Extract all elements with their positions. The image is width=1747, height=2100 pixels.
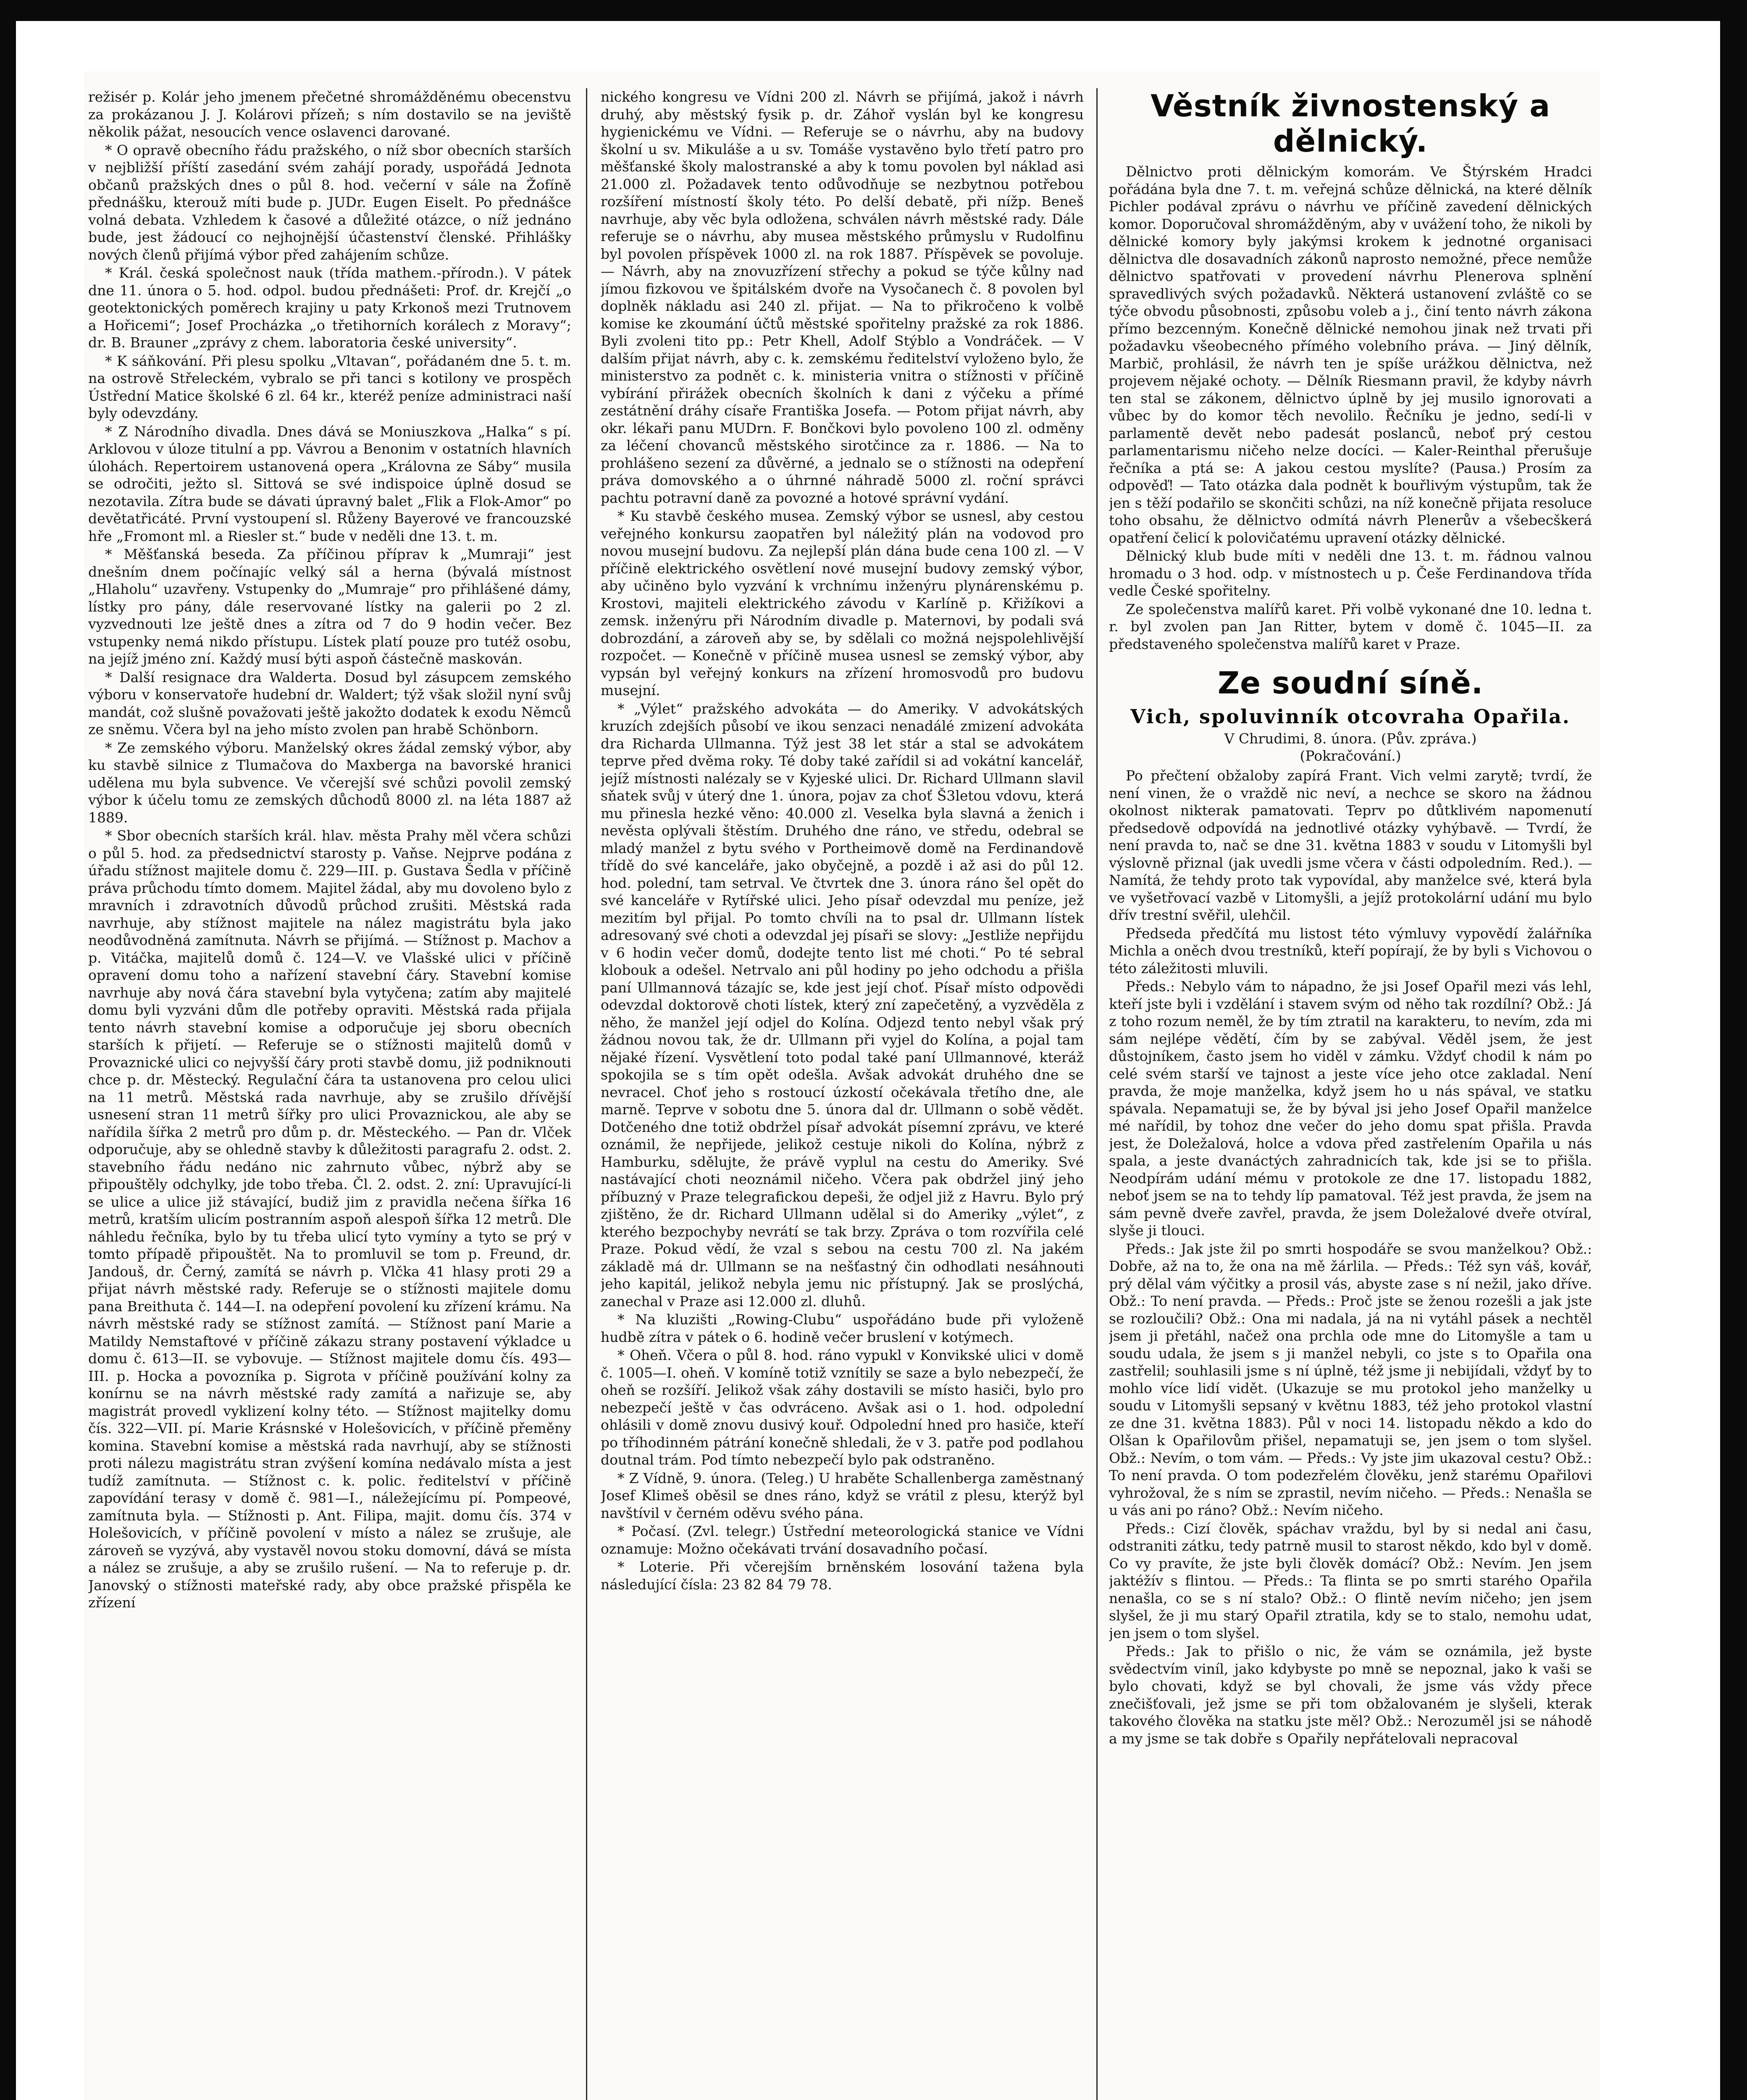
article-paragraph: Dělnictvo proti dělnickým komorám. Ve Štýrském Hradci pořádána byla dne 7. t. m. veřejná schůze dělnická, na které dělník Pichler podával zprávu o návrhu ve příčině zavedení dělnických komor. Doporučoval shromážděným, aby v uvážení toho, že nikoli by dělnické komory byly jakýmsi krokem k jednotné organisaci dělnictva dle dosavadních zákonů naprosto nemožné, přece nemůže dělnictvo spatřovati v provedení návrhu Plenerova splnění spravedlivých svých požadavků. Některá ustanovení zvláště co se týče obvodu působnosti, způsobu voleb a j., činí tento návrh zákona přímo bezcenným. Konečně dělnické nemohou jinak než trvati při požadavku všeobecného přímého volebního práva. — Jiný dělník, Marbič, prohlásil, že návrh ten je spíše urážkou dělnictva, než projevem nějaké ochoty. — Dělník Riesmann pravil, že kdyby návrh ten stal se zákonem, dělnictvo úplně by jej musilo ignorovati a vůbec by do komor těch nevolilo. Řečníku je jedno, sedí-li v parlamentě devět nebo padesát poslanců, neboť prý cestou parlamentarismu ničeho nelze docíci. — Kaler-Reinthal přerušuje řečníka a ptá se: A jakou cestou myslíte? (Pausa.) Prosím za odpověď! — Tato otázka dala podnět k bouřlivým výstupům, tak že jen s těží podařilo se skončiti schůzi, na níž konečně přijata resoluce toho obsahu, že dělnictvo odmítá návrh Plenerův a všebecškerá opatření čelicí k polovičatému upravení otázky dělnické. (1109, 163, 1592, 546)
article-paragraph: * Král. česká společnost nauk (třída mathem.-přírodn.). V pátek dne 11. února o 5. hod. odpol. budou přednášeti: Prof. dr. Krejčí „o geotektonických poměrech krajiny u paty Krkonoš mezi Trutnovem a Hořicemi“; Josef Procházka „o třetihorních korálech z Moravy“; dr. B. Brauner „zprávy z chem. laboratoria české university“. (88, 265, 571, 351)
article-paragraph: * Na kluzišti „Rowing-Clubu“ uspořádáno bude při vyloženě hudbě zítra v pátek o 6. hodině večer bruslení v kotýmech. (601, 1311, 1084, 1345)
article-paragraph: režisér p. Kolár jeho jmenem přečetné shromážděnému obecenstvu za prokázanou J. J. Kolárovi přízeň; s ním dostavilo se na jeviště několik pážat, nesoucích vence oslavenci darované. (88, 89, 571, 140)
article-title: Vich, spoluvinník otcovraha Opařila. (1130, 705, 1571, 728)
article-paragraph: Předs.: Jak to přišlo o nic, že vám se oznámila, jež byste svědectvím viníl, jako kdybyste po mně se nepoznal, jako k vaši se bylo chovati, když se byl chovali, že jsme vás vždy přece znečišťovali, jež jsme se při tom obžalovaném je slyšeli, kterak takového člověka na statku jste měl? Obž.: Nerozuměl jsi se náhodě a my jsme se tak dobře s Opařily nepřátelovali nepracoval (1109, 1643, 1592, 1747)
article-paragraph: * Sbor obecních starších král. hlav. města Prahy měl včera schůzi o půl 5. hod. za předsednictví starosty p. Vaňse. Nejprve podána z úřadu stížnost majitele domu č. 229—III. p. Gustava Šedla v příčině práva průchodu tímto domem. Majitel žádal, aby mu dovoleno bylo z mravních i zdravotních důvodů průchod zrušiti. Městská rada navrhuje, aby stížnost majitele na nález magistrátu byla jako neodůvodněná zamítnuta. Návrh se přijímá. — Stížnost p. Machov a p. Vitáčka, majitelů domů č. 124—V. ve Vlašské ulici v příčině opravení domu toho a nařízení stavební čáry. Stavební komise navrhuje aby nová čára stavební byla vytyčena; zatím aby majitelé domu byli vyzváni dům dle potřeby opraviti. Městská rada přijala tento návrh stavební komise a odporučuje jej sboru obecních starších k přijetí. — Referuje se o stížnosti majitelů domů v Provaznické ulici co nejvyšší čáry proti stavbě domu, již podniknouti chce p. dr. Městecký. Regulační čára ta ustanovena pro celou ulici na 11 metrů. Městská rada navrhuje, aby se zrušilo dřívější usnesení stran 11 metrů šířky pro ulici Provaznickou, ale aby se nařídila šířka 2 metrů pro dům p. dr. Městeckého. — Pan dr. Vlček odporučuje, aby se ohledně stavby k důležitosti paragrafu 2. odst. 2. stavebního řádu nedáno nic zahrnuto vůbec, nýbrž aby se připouštěly odchylky, jde tobo třeba. Čl. 2. odst. 2. zní: Upravující-li se ulice a ulice již stávající, budiž jim z pravidla nečena šířka 16 metrů, kratším ulicím postranním aspoň alespoň šířka 12 metrů. Dle náhledu řečníka, bylo by tu třeba ulicí tyto vymíny a tyto se prý v tomto případě připouštět. Na to promluvil se tom p. Freund, dr. Jandouš, dr. Černý, zamítá se návrh p. Vlčka 41 hlasy proti 29 a přijat návrh městské rady. Referuje se o stížnosti majitele domu pana Breithuta č. 144—I. na odepření povolení ku zřízení krámu. Na návrh městské rady se stížnost zamítá. — Stížnost paní Marie a Matildy Nemstaftové v příčině zákazu strany postavení výkladce u domu č. 613—II. se vybovuje. — Stížnost majitele domu čís. 493—III. p. Hocka a povozníka p. Sigrota v příčině používání kolny za konírnu se na návrh městské rady zamítá a nařizuje se, aby magistrát provedl vyklizení kolny této. — Stížnost majitelky domu čís. 322—VII. pí. Marie Krásnské v Holešovicích, v příčině přeměny komina. Stavební komise a městská rada navrhují, aby se stížnosti proti nálezu magistrátu stran zvýšení komína nedávalo místa a jest tudíž zamítnuta. — Stížnost c. k. polic. ředitelství v příčině zapovídání terasy v domě č. 981—I., náležejícímu pí. Pompeové, zamítnuta byla. — Stížnosti p. Ant. Filipa, majit. domu čís. 374 v Holešovicích, v příčině povolení v místo a nález se zrušuje, ale zároveň se vyzývá, aby vystavěl novou stoku domovní, dává se místa a nález se zrušuje, a aby se zrušilo rušení. — Na to referuje p. dr. Janovský o stížnosti mateřské rady, aby obce pražské přispěla ke zřízení (88, 827, 571, 1611)
section-heading: Ze soudní síně. (1217, 665, 1484, 701)
article-paragraph: Dělnický klub bude míti v neděli dne 13. t. m. řádnou valnou hromadu o 3 hod. odp. v místnostech u p. Češe Ferdinandova třída vedle České spořitelny. (1109, 548, 1592, 599)
article-paragraph: nického kongresu ve Vídni 200 zl. Návrh se přijímá, jakož i návrh druhý, aby městský fysik p. dr. Záhoř vyslán byl ke kongresu hygienickému ve Vídni. — Referuje se o návrhu, aby na budovy školní u sv. Mikuláše a u sv. Tomáše vystavěno bylo třetí patro pro měšťanské školy malostranské a aby k tomu povolen byl náklad asi 21.000 zl. Požadavek tento odůvodňuje se nezbytnou potřebou rozšíření místností školy této. Po delší debatě, při nížp. Beneš navrhuje, aby věc byla odložena, schválen návrh městské rady. Dále referuje se o návrhu, aby musea městského průmyslu v Rudolfinu byl povolen příspěvek 1000 zl. na rok 1887. Příspěvek se povoluje. — Návrh, aby na znovuzřízení střechy a pokud se týče kůlny nad jímou fizkovou ve špitálském dvoře na Vysočanech č. 8 povolen byl doplněk nákladu asi 240 zl. přijat. — Na to přikročeno k volbě komise ke zkoumání účtů městské spořitelny pražské za rok 1886. Byli zvoleni tito pp.: Petr Khell, Adolf Stýblo a Vondráček. — V dalším přijat návrh, aby c. k. zemskému ředitelství vyloženo bylo, že ministerstvo za podnět c. k. ministeria vnitra o stížnosti v příčině vybírání přirážek obecních školních k dani z výčeku a přímé zestátnění dráhy císaře Františka Josefa. — Potom přijat návrh, aby okr. lékaři panu MUDrn. F. Bončkovi bylo povoleno 100 zl. odměny za léčení chovanců městského sirotčince za r. 1886. — Na to prohlášeno sezení za důvěrné, a jednalo se o stížnosti na odepření práva domovského a o úhrnné náhradě 5000 zl. roční správci pachtu potravní daně za povozné a hotové správní vydání. (601, 89, 1084, 506)
article-paragraph: Předseda předčítá mu listost této výmluvy vypovědí žalářníka Michla a oněch dvou trestníků, kteří popírají, že by byli s Vichovou o této záležitosti mluvili. (1109, 925, 1592, 976)
spacer (1109, 654, 1592, 665)
column-right (1109, 88, 1592, 2100)
article-paragraph: * Z Národního divadla. Dnes dává se Moniuszkova „Halka“ s pí. Arklovou v úloze titulní a pp. Vávrou a Benonim v ostatních hlavních úlohách. Repertoirem ustanovená opera „Královna ze Sáby“ musila se odročiti, ježto sl. Sittová se své indispoice úplně dosud se nezotavila. Zítra bude se dávati úpravný balet „Flik a Flok-Amor“ po devětatřicáté. První vystoupení sl. Růženy Bayerové ve francouzské hře „Fromont ml. a Riesler st.“ bude v neděli dne 13. t. m. (88, 423, 571, 544)
column-rule (1096, 88, 1098, 2100)
newspaper-page (84, 71, 1600, 2100)
article-paragraph: * „Výlet“ pražského advokáta — do Ameriky. V advokátských kruzích zdejších působí ve ikou senzaci nenadálé zmizení advokáta dra Richarda Ullmanna. Týž jest 38 let stár a stal se advokátem teprve před dvěma roky. Té doby také zařídil si ad vokátní kancelář, jejíž místnosti nalézaly se v Kyjeské ulici. Dr. Richard Ullmann slavil sňatek svůj v úterý dne 1. února, pojav za choť Š3letou vdovu, která mu přinesla hezké věno: 40.000 zl. Veselka byla slavná a ženich i nevěsta oplývali štěstím. Druhého dne ráno, ve středu, odebral se mladý manžel z bytu svého v Portheimově domě na Ferdinandově třídě do své kanceláře, jako obyčejně, a pozdě i až asi do půl 12. hod. polední, tam setrval. Ve čtvrtek dne 3. února ráno šel opět do své kanceláře v Rytířské ulici. Jeho písař odevzdal mu peníze, jež mezitím byl přijal. Po tomto chvíli na to psal dr. Ullmann lístek adresovaný své choti a odevzdal jej písaři se slovy: „Jestliže nepřijdu v 6 hodin večer domů, dodejte tento list mé choti.“ Po té sebral klobouk a odešel. Netrvalo ani půl hodiny po jeho odchodu a přišla paní Ullmannová tázajíc se, kde jest její choť. Písař místo odpovědi odevzdal doktorově choti lístek, který zní zapečetěný, a vyzvěděla z něho, že manžel její odjel do Kolína. Odjezd tento nebyl však prý žádnou novou tak, že dr. Ullmann při vyjel do Kolína, a pojal tam nějaké řízení. Vysvětlení toto podal také paní Ullmannové, kteráž spokojila se s tím opět odešla. Avšak advokát druhého dne se nevracel. Choť jeho s rostoucí úzkostí očekávala třetího dne, ale marně. Teprve v sobotu dne 5. února dal dr. Ullmann o sobě vědět. Dotčeného dne totiž obdržel písař advokát písemní zprávu, ve které oznámil, že nepřijede, jelikož cestuje nikoli do Kolína, nýbrž z Hamburku, sdělujte, že právě vyplul na cestu do Ameriky. Své nastávající choti neoznámil ničeho. Včera pak obdržel jiný jeho příbuzný v Praze telegrafickou depeši, že odjel již z Havru. Bylo prý zjištěno, že dr. Richard Ullmann udělal si do Ameriky „výlet“, z kterého bezpochyby nevrátí se tak brzy. Zpráva o tom rozvířila celé Praze. Pokud vědí, že vzal s sebou na cestu 700 zl. Na jakém základě má dr. Ullmann se na nešťastný čin odhodlati nesáhnouti jeho kapitál, jelikož nebyla jemu nic přístupný. Jak se proslýchá, zanechal v Praze asi 12.000 zl. dluhů. (601, 700, 1084, 1310)
article-paragraph: Ze společenstva malířů karet. Při volbě vykonané dne 10. ledna t. r. byl zvolen pan Jan Ritter, bytem v domě č. 1045—II. za představeného společenstva malířů karet v Praze. (1109, 601, 1592, 652)
section-heading: Věstník živnostenský a dělnický. (1151, 88, 1550, 159)
article-paragraph: * O opravě obecního řádu pražského, o níž sbor obecních starších v nejbližší příští zasedání svém zahájí porady, uspořádá Jednota občanů pražských dnes o půl 8. hod. večerní v sále na Žofíně přednášku, kterouž míti bude p. JUDr. Eugen Eiselt. Po přednášce volná debata. Vzhledem k časové a důležité otázce, o níž jednáno bude, jest žádoucí co nejhojnější účastenství členské. Přihlášky nových členů přijímá výbor před zahájením schůze. (88, 142, 571, 263)
continuation-note: (Pokračování.) (1300, 748, 1401, 764)
article-paragraph: Po přečtení obžaloby zapírá Frant. Vich velmi zarytě; tvrdí, že není vinen, že o vraždě nic neví, a nechce se skoro na žádnou okolnost nikterak pamatovati. Teprv po důtklivém napomenutí předsedově odpovídá na jednotlivé otázky vyhýbavě. — Tvrdí, že není pravda to, nač se dne 31. května 1883 v soudu v Litomyšli byl výslovně přiznal (jak uvedli jsme včera v části odpoledním. Red.). — Namítá, že tehdy proto tak vypovídal, aby manželce své, která byla ve vyšetřovací vazbě v Litomyšli, a jejíž protokolární udání mu bylo dřív trestní svěřil, ulehčil. (1109, 767, 1592, 923)
article-paragraph: Předs.: Nebylo vám to nápadno, že jsi Josef Opařil mezi vás lehl, kteří jste byli i vzdělání i stavem svým od něho tak rozdílní? Obž.: Já z toho rozum neměl, že by tím ztratil na karakteru, to nevím, zda mi sám nejlépe vědětí, čím by se zabýval. Věděl jsem, že jest důstojníkem, často jsem ho viděl v zámku. Vždyť chodil k nám po celé svém starší ve tajnost a jeste více jeho otce zakladal. Není pravda, že moje manželka, když jsem ho u nás spával, ve statku spávala. Nepamatuji se, že by býval jsi jeho Josef Opařil manželce mé nařídil, by tohoz dne večer do jeho domu spat přišla. Pravda jest, že Doležalová, holce a vdova před zastřelením Opařila u nás spala, a jeste dvanáctých zahradnicích tak, kde jsi se to přišla. Neodpírám udání mému v protokole ze dne 17. listopadu 1882, neboť jsem se na to tehdy líp pamatoval. Též jest pravda, že jsem na sám pevně dveře zavřel, pravda, že jsem Doležalové dveře otvíral, slyše ji tlouci. (1109, 978, 1592, 1239)
article-paragraph: * Z Vídně, 9. února. (Teleg.) U hraběte Schallenberga zaměstnaný Josef Klimeš oběsil se dnes ráno, když se vrátil z plesu, kterýž byl navštívil v černém oděvu svého pána. (601, 1470, 1084, 1521)
dateline: V Chrudimi, 8. února. (Pův. zpráva.) (1224, 730, 1477, 747)
scan-border-left (0, 0, 16, 2100)
article-paragraph: * Ze zemského výboru. Manželský okres žádal zemský výbor, aby ku stavbě silnice z Tlumačova do Maxberga na bavorské hranici udělena mu byla subvence. Ve včerejší své schůzi povolil zemský výbor k účelu tomu ze zemských důchodů 8000 zl. na léta 1887 až 1889. (88, 739, 571, 826)
article-paragraph: * Další resignace dra Walderta. Dosud byl zásupcem zemského výboru v konservatoře hudební dr. Waldert; týž však složil nyní svůj mandát, což slušně považovati ještě jakožto dodatek k exodu Němců ze sněmu. Včera byl na jeho místo zvolen pan hrabě Schönborn. (88, 669, 571, 738)
article-paragraph: * K sáňkování. Při plesu spolku „Vltavan“, pořádaném dne 5. t. m. na ostrově Střeleckém, vybralo se při tanci s kotilony ve prospěch Ústřední Matice školské 6 zl. 64 kr., kteréž peníze administraci naší byly odevzdány. (88, 352, 571, 421)
article-paragraph: * Ku stavbě českého musea. Zemský výbor se usnesl, aby cestou veřejného konkursu zaopatřen byl náležitý plán na vodovod pro novou musejní budovu. Za nejlepší plán dána bude cena 100 zl. — V příčině elektrického osvětlení nové musejní budovy zemský výbor, aby učiněno bylo vyzvání k vrchnímu inženýru plynárenskému p. Krostovi, majiteli elektrického závodu v Karlíně p. Křižíkovi a zemsk. inženýru při Národním divadle p. Maternovi, by podali svá dobrozdání, a zároveň aby se, by sdělali co možná nejspolehlivější rozpočet. — Konečně v příčině musea usnesl se zemský výbor, aby vypsán byl veřejný konkurs na zřízení hromosvodů pro budovu musejní. (601, 508, 1084, 698)
article-paragraph: * Měšťanská beseda. Za příčinou příprav k „Mumraji“ jest dnešním dnem počínajíc velký sál a herna (bývalá místnost „Hlaholu“ uzavřeny. Vstupenky do „Mumraje“ pro přihlášené dámy, lístky pro pány, dále reservované lístky na galerii po 2 zl. vyzvednouti lze ještě dnes a zítra od 7 do 9 hodin večer. Bez vstupenky nemá nikdo přístupu. Lístek platí pouze pro tutéž osobu, na jejíž jméno zní. Každý musí býti aspoň částečně maskován. (88, 546, 571, 667)
article-paragraph: * Loterie. Při včerejším brněnském losování tažena byla následující čísla: 23 82 84 79 78. (601, 1559, 1084, 1593)
article-paragraph: Předs.: Cizí člověk, spáchav vraždu, byl by si nedal ani času, odstraniti zátku, tedy patrně musil to starost někdo, kdo byl v domě. Co vy pravíte, že jste byli člověk domácí? Obž.: Nevím. Jen jsem jaktéžív s flintou. — Předs.: Ta flinta se po smrti starého Opařila nenašla, co se s ní stalo? Obž.: O flintě nevím ničeho; jen jsem slyšel, že ji mu starý Opařil ztratila, kdy se to stalo, nemohu udat, jen jsem o tom slyšel. (1109, 1520, 1592, 1641)
scan-border-right (1720, 0, 1747, 2100)
scan-border-top (0, 0, 1747, 21)
column-middle (601, 88, 1084, 2100)
column-left (88, 88, 571, 2100)
article-paragraph: Předs.: Jak jste žil po smrti hospodáře se svou manželkou? Obž.: Dobře, až na to, že ona na mě žárlila. — Předs.: Též syn váš, kovář, prý dělal vám výčitky a prosil vás, abyste zase s ní nežil, jako dříve. Obž.: To není pravda. — Předs.: Proč jste se ženou rozešli a jak jste se rozloučili? Obž.: Ona mi nadala, já na ni vytáhl pásek a nechtěl jsem ji přetáhl, načež ona prchla ode mne do Litomyšle a tam u soudu udala, že jsem s ji manžel nebyli, co jste s to Opařila ona zastřelil; souhlasili jsme s ní úplně, též jsme ji nebijídali, vždyť by to mohlo více lidí vidět. (Ukazuje se mu protokol jeho manželky u soudu v Litomyšli sepsaný v květnu 1883, též jeho protokol vlastní ze dne 31. května 1883). Půl v noci 14. listopadu někdo a kdo do Olšan k Opařilovům přišel, nepamatuji se, jen jsem o tom slyšel. Obž.: Nevím, o tom vám. — Předs.: Vy jste jim ukazoval cestu? Obž.: To není pravda. O tom podezřelém člověku, jenž starému Opařilovi vyhrožoval, že s ním se zprastil, nevím ničeho. — Předs.: Nenašla se u vás ani po ráno? Obž.: Nevím ničeho. (1109, 1240, 1592, 1518)
article-paragraph: * Počasí. (Zvl. telegr.) Ústřední meteorologická stanice ve Vídni oznamuje: Možno očekávati trvání dosavadního počasí. (601, 1523, 1084, 1557)
article-paragraph: * Oheň. Včera o půl 8. hod. ráno vypukl v Konvikské ulici v domě č. 1005—I. oheň. V komíně totiž vznítily se saze a bylo nebezpečí, že oheň se rozšíří. Jelikož však záhy dostavili se místo hasiči, bylo pro nebezpečí ještě v čas odvráceno. Avšak asi o 1. hod. odpolední ohlásili v domě znovu dusivý kouř. Odpolední hned pro hasiče, kteří po tříhodinném pátrání konečně shledali, že v 3. patře pod podlahou doutnal trám. Pod tímto nebezpečí bylo pak odstraněno. (601, 1347, 1084, 1468)
column-rule (586, 88, 587, 2100)
